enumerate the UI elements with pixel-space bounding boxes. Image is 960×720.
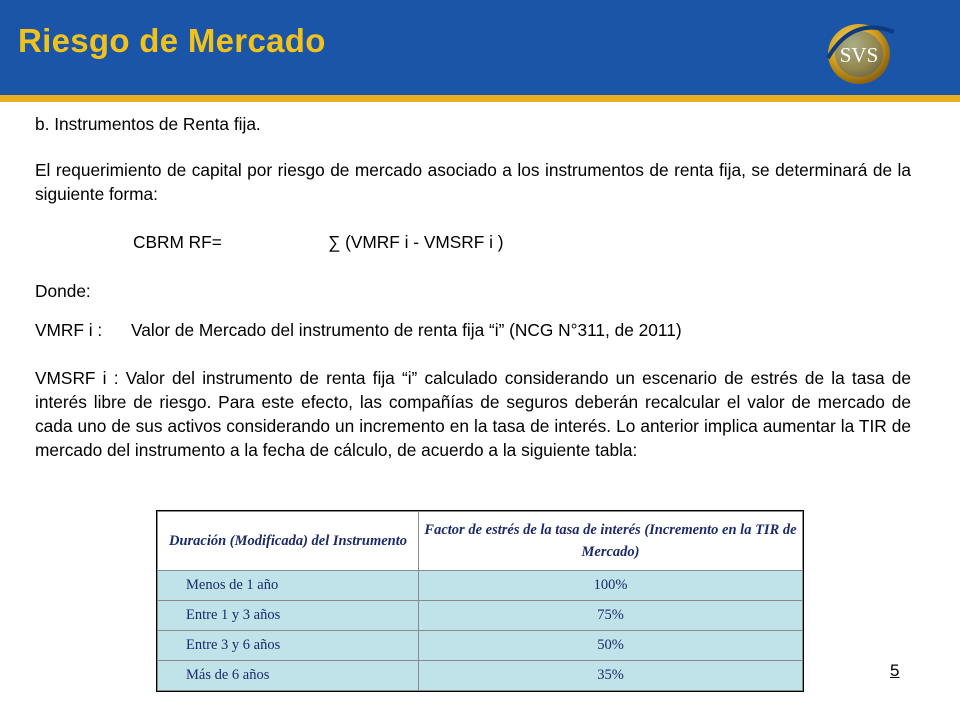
table-row (158, 601, 803, 631)
table-row (158, 631, 803, 661)
cell-duracion: Entre 1 y 3 años (158, 601, 419, 631)
intro-paragraph: El requerimiento de capital por riesgo de mercado asociado a los instrumentos de renta fija, se determinará de la siguiente forma: (35, 160, 911, 204)
svs-logo (822, 14, 900, 92)
header-stripe (0, 95, 960, 102)
stress-factor-table (156, 510, 804, 692)
formula-label: CBRM RF= (133, 232, 222, 252)
page-number: 5 (890, 661, 900, 680)
cell-factor: 100% (419, 571, 803, 601)
cell-duracion: Menos de 1 año (158, 571, 419, 601)
cell-factor: 35% (419, 661, 803, 691)
subheading: b. Instrumentos de Renta fija. (35, 114, 261, 134)
cell-factor: 75% (419, 601, 803, 631)
definition-vmrf (35, 320, 915, 341)
logo-text: SVS (839, 43, 879, 67)
header-factor: Factor de estrés de la tasa de interés (Incremento en la TIR de Mercado) (419, 512, 803, 571)
definition-text: Valor de Mercado del instrumento de renta fija “i” (NCG N°311, de 2011) (131, 320, 682, 340)
donde-label: Donde: (35, 281, 91, 301)
table-row (158, 571, 803, 601)
table-row (158, 661, 803, 691)
definition-vmsrf: VMSRF i : Valor del instrumento de renta fija “i” calculado considerando un escenario de estrés de la tasa de interés libre de riesgo. Para este efecto, las compañías de seguros deberán recalcular el valor de mercado de cada uno de sus activos considerando un incremento en la tasa de interés. Lo anterior implica aumentar la TIR de mercado del instrumento a la fecha de cálculo, de acuerdo a la siguiente tabla: (35, 368, 911, 460)
definition-term: VMRF i : (35, 320, 103, 340)
formula-expression: ∑ (VMRF i - VMSRF i ) (328, 232, 504, 252)
cell-factor: 50% (419, 631, 803, 661)
cell-duracion: Más de 6 años (158, 661, 419, 691)
header-duracion: Duración (Modificada) del Instrumento (158, 512, 419, 571)
slide-title: Riesgo de Mercado (18, 22, 326, 59)
cell-duracion: Entre 3 y 6 años (158, 631, 419, 661)
